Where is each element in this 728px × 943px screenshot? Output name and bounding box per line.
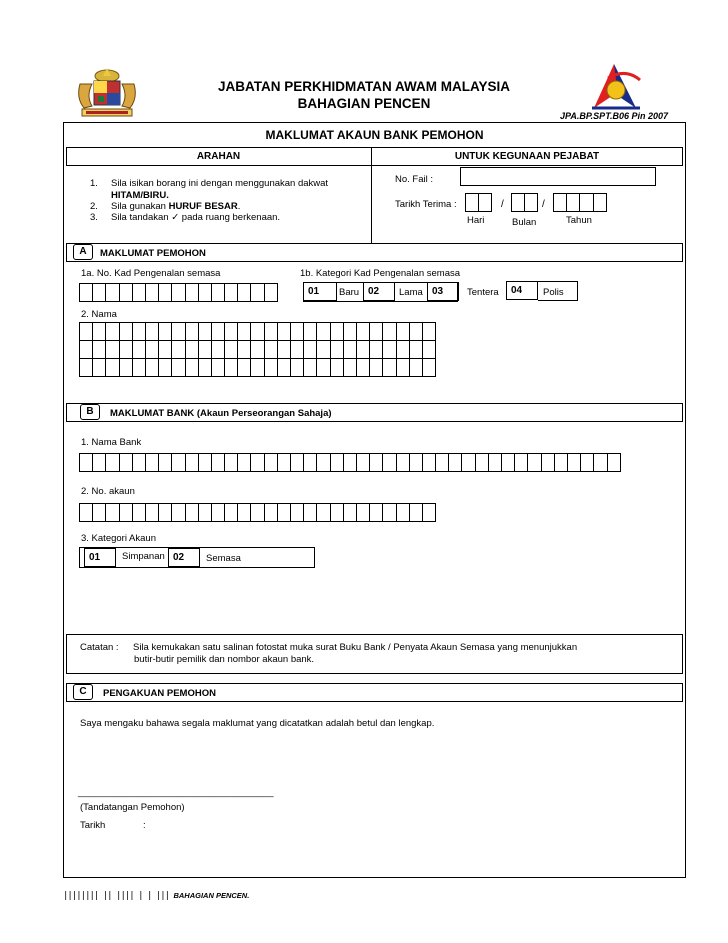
section-a-letter: A — [73, 244, 93, 260]
kategori-akaun-label: 3. Kategori Akaun — [81, 533, 156, 544]
input-cell[interactable] — [396, 340, 410, 359]
input-cell[interactable] — [343, 453, 357, 472]
ic-number-boxes[interactable] — [79, 283, 277, 302]
input-cell[interactable] — [224, 358, 238, 377]
input-cell[interactable] — [158, 453, 172, 472]
input-cell[interactable] — [119, 358, 133, 377]
kategori-ic-label: 1b. Kategori Kad Pengenalan semasa — [300, 268, 461, 279]
input-cell[interactable] — [356, 503, 370, 522]
input-cell[interactable] — [369, 453, 383, 472]
malaysia-coat-of-arms-logo — [72, 66, 142, 120]
input-cell[interactable] — [382, 358, 396, 377]
input-cell[interactable] — [448, 453, 462, 472]
input-cell[interactable] — [264, 283, 278, 302]
input-cell[interactable] — [119, 453, 133, 472]
input-cell[interactable] — [171, 322, 185, 341]
input-cell[interactable] — [343, 340, 357, 359]
section-b-letter: B — [80, 404, 100, 420]
header-title-line2: BAHAGIAN PENCEN — [297, 96, 431, 111]
input-cell[interactable] — [211, 283, 225, 302]
arahan-text-1b: HITAM/BIRU. — [111, 190, 169, 201]
arahan-heading: ARAHAN — [196, 151, 241, 162]
input-cell[interactable] — [382, 340, 396, 359]
input-cell[interactable] — [409, 340, 423, 359]
arahan-text-2c: . — [237, 201, 241, 212]
nama-bank-label: 1. Nama Bank — [81, 437, 142, 448]
kategori-04-checkbox[interactable] — [506, 281, 538, 300]
input-cell[interactable] — [369, 358, 383, 377]
input-cell[interactable] — [303, 340, 317, 359]
section-c-title: PENGAKUAN PEMOHON — [103, 688, 216, 699]
input-cell[interactable] — [185, 322, 199, 341]
section-b-title: MAKLUMAT BANK (Akaun Perseorangan Sahaja) — [110, 408, 332, 419]
akaun-01-code: 01 — [89, 552, 101, 563]
input-cell[interactable] — [119, 322, 133, 341]
input-cell[interactable] — [132, 453, 146, 472]
kategori-03-checkbox[interactable] — [427, 282, 459, 301]
akaun-01-label: Simpanan — [122, 551, 165, 562]
tarikh-terima-hari[interactable] — [465, 193, 491, 212]
input-cell[interactable] — [422, 503, 436, 522]
input-cell[interactable] — [422, 358, 436, 377]
date-slash-1: / — [501, 199, 504, 210]
input-cell[interactable] — [79, 358, 93, 377]
input-cell[interactable] — [303, 322, 317, 341]
input-cell[interactable] — [566, 193, 580, 212]
input-cell[interactable] — [524, 193, 538, 212]
input-cell[interactable] — [290, 453, 304, 472]
input-cell[interactable] — [145, 503, 159, 522]
form-frame — [63, 122, 686, 878]
input-cell[interactable] — [330, 358, 344, 377]
input-cell[interactable] — [171, 503, 185, 522]
kategori-01-checkbox[interactable] — [303, 282, 337, 301]
input-cell[interactable] — [422, 340, 436, 359]
input-cell[interactable] — [343, 322, 357, 341]
footer-barcode — [63, 891, 249, 901]
input-cell[interactable] — [396, 453, 410, 472]
input-cell[interactable] — [145, 340, 159, 359]
input-cell[interactable] — [105, 340, 119, 359]
nama-row-1[interactable] — [79, 322, 435, 341]
input-cell[interactable] — [145, 322, 159, 341]
no-akaun-label: 2. No. akaun — [81, 486, 135, 497]
input-cell[interactable] — [198, 340, 212, 359]
input-cell[interactable] — [158, 283, 172, 302]
tarikh-terima-label: Tarikh Terima : — [395, 199, 457, 210]
input-cell[interactable] — [553, 193, 567, 212]
catatan-label: Catatan : — [80, 642, 119, 653]
input-cell[interactable] — [554, 453, 568, 472]
input-cell[interactable] — [264, 358, 278, 377]
input-cell[interactable] — [343, 503, 357, 522]
hari-label: Hari — [467, 215, 485, 226]
input-cell[interactable] — [132, 358, 146, 377]
input-cell[interactable] — [250, 340, 264, 359]
input-cell[interactable] — [158, 503, 172, 522]
input-cell[interactable] — [79, 283, 93, 302]
input-cell[interactable] — [198, 453, 212, 472]
akaun-02-code: 02 — [173, 552, 185, 563]
input-cell[interactable] — [211, 322, 225, 341]
input-cell[interactable] — [316, 503, 330, 522]
input-cell[interactable] — [224, 322, 238, 341]
input-cell[interactable] — [303, 453, 317, 472]
input-cell[interactable] — [198, 503, 212, 522]
input-cell[interactable] — [330, 340, 344, 359]
input-cell[interactable] — [185, 503, 199, 522]
input-cell[interactable] — [250, 358, 264, 377]
input-cell[interactable] — [422, 322, 436, 341]
bulan-label: Bulan — [512, 217, 537, 228]
input-cell[interactable] — [92, 503, 106, 522]
input-cell[interactable] — [356, 358, 370, 377]
akaun-02-checkbox[interactable] — [168, 548, 200, 567]
jpa-logo — [588, 58, 648, 114]
kategori-04-code: 04 — [511, 285, 523, 296]
input-cell[interactable] — [171, 358, 185, 377]
input-cell[interactable] — [105, 503, 119, 522]
input-cell[interactable] — [105, 322, 119, 341]
input-cell[interactable] — [316, 453, 330, 472]
input-cell[interactable] — [198, 358, 212, 377]
input-cell[interactable] — [369, 322, 383, 341]
input-cell[interactable] — [79, 322, 93, 341]
input-cell[interactable] — [92, 340, 106, 359]
input-cell[interactable] — [527, 453, 541, 472]
input-cell[interactable] — [511, 193, 525, 212]
footer-text: BAHAGIAN PENCEN. — [173, 891, 250, 900]
input-cell[interactable] — [92, 358, 106, 377]
kategori-02-code: 02 — [368, 286, 380, 297]
input-cell[interactable] — [607, 453, 621, 472]
nama-label: 2. Nama — [81, 309, 117, 320]
input-cell[interactable] — [330, 503, 344, 522]
signature-line[interactable]: _____________________________________ — [78, 787, 274, 798]
kategori-01-label: Baru — [339, 287, 360, 298]
date-slash-2: / — [542, 199, 545, 210]
input-cell[interactable] — [369, 340, 383, 359]
input-cell[interactable] — [264, 453, 278, 472]
input-cell[interactable] — [409, 503, 423, 522]
arahan-item-2 — [90, 201, 240, 212]
kategori-02-label: Lama — [399, 287, 423, 298]
input-cell[interactable] — [593, 453, 607, 472]
input-cell[interactable] — [237, 453, 251, 472]
kategori-04-label: Polis — [543, 287, 564, 298]
input-cell[interactable] — [211, 453, 225, 472]
input-cell[interactable] — [237, 358, 251, 377]
input-cell[interactable] — [409, 322, 423, 341]
input-cell[interactable] — [237, 283, 251, 302]
input-cell[interactable] — [198, 322, 212, 341]
input-cell[interactable] — [171, 453, 185, 472]
tahun-label: Tahun — [566, 215, 592, 226]
input-cell[interactable] — [409, 358, 423, 377]
input-cell[interactable] — [250, 503, 264, 522]
arahan-text-3: Sila tandakan ✓ pada ruang berkenaan. — [111, 212, 281, 223]
catatan-line1: Sila kemukakan satu salinan fotostat muka surat Buku Bank / Penyata Akaun Semasa yang menunjukkan — [133, 642, 578, 653]
arahan-num-2: 2. — [90, 201, 98, 212]
input-cell[interactable] — [290, 358, 304, 377]
tarikh-colon: : — [143, 820, 146, 831]
input-cell[interactable] — [567, 453, 581, 472]
input-cell[interactable] — [250, 322, 264, 341]
input-cell[interactable] — [396, 358, 410, 377]
input-cell[interactable] — [185, 283, 199, 302]
input-cell[interactable] — [185, 453, 199, 472]
input-cell[interactable] — [185, 358, 199, 377]
input-cell[interactable] — [158, 358, 172, 377]
input-cell[interactable] — [541, 453, 555, 472]
input-cell[interactable] — [105, 358, 119, 377]
input-cell[interactable] — [330, 322, 344, 341]
input-cell[interactable] — [158, 322, 172, 341]
akaun-01-checkbox[interactable] — [84, 548, 116, 567]
input-cell[interactable] — [264, 340, 278, 359]
input-cell[interactable] — [343, 358, 357, 377]
input-cell[interactable] — [501, 453, 515, 472]
input-cell[interactable] — [277, 453, 291, 472]
input-cell[interactable] — [105, 283, 119, 302]
input-cell[interactable] — [92, 283, 106, 302]
input-cell[interactable] — [158, 340, 172, 359]
input-cell[interactable] — [171, 283, 185, 302]
no-fail-field[interactable] — [460, 167, 656, 186]
input-cell[interactable] — [277, 358, 291, 377]
input-cell[interactable] — [409, 453, 423, 472]
input-cell[interactable] — [132, 283, 146, 302]
input-cell[interactable] — [277, 322, 291, 341]
arahan-num-3: 3. — [90, 212, 98, 223]
input-cell[interactable] — [316, 358, 330, 377]
input-cell[interactable] — [382, 322, 396, 341]
input-cell[interactable] — [119, 283, 133, 302]
arahan-item-1 — [90, 178, 328, 189]
input-cell[interactable] — [593, 193, 607, 212]
input-cell[interactable] — [237, 322, 251, 341]
input-cell[interactable] — [330, 453, 344, 472]
input-cell[interactable] — [211, 340, 225, 359]
input-cell[interactable] — [303, 358, 317, 377]
input-cell[interactable] — [290, 340, 304, 359]
catatan-line2: butir-butir pemilik dan nombor akaun bank. — [134, 654, 315, 665]
arahan-num-1: 1. — [90, 178, 98, 189]
arahan-item-3 — [90, 212, 280, 223]
input-cell[interactable] — [211, 358, 225, 377]
input-cell[interactable] — [369, 503, 383, 522]
kategori-03-label: Tentera — [467, 287, 499, 298]
input-cell[interactable] — [316, 322, 330, 341]
arahan-text-2a: Sila gunakan — [111, 201, 169, 212]
tarikh-terima-tahun[interactable] — [553, 193, 606, 212]
input-cell[interactable] — [224, 503, 238, 522]
input-cell[interactable] — [356, 322, 370, 341]
input-cell[interactable] — [145, 453, 159, 472]
arahan-text-2b: HURUF BESAR — [168, 201, 238, 212]
input-cell[interactable] — [119, 340, 133, 359]
signature-label: (Tandatangan Pemohon) — [80, 802, 185, 813]
input-cell[interactable] — [237, 503, 251, 522]
input-cell[interactable] — [79, 453, 93, 472]
input-cell[interactable] — [211, 503, 225, 522]
input-cell[interactable] — [435, 453, 449, 472]
pengakuan-statement: Saya mengaku bahawa segala maklumat yang dicatatkan adalah betul dan lengkap. — [80, 718, 435, 729]
input-cell[interactable] — [290, 322, 304, 341]
arahan-text-1: Sila isikan borang ini dengan menggunakan dakwat — [111, 178, 329, 189]
input-cell[interactable] — [277, 503, 291, 522]
section-a-title: MAKLUMAT PEMOHON — [100, 248, 206, 259]
input-cell[interactable] — [579, 193, 593, 212]
tarikh-terima-bulan[interactable] — [511, 193, 537, 212]
input-cell[interactable] — [356, 453, 370, 472]
input-cell[interactable] — [461, 453, 475, 472]
input-cell[interactable] — [316, 340, 330, 359]
input-cell[interactable] — [198, 283, 212, 302]
form-title: MAKLUMAT AKAUN BANK PEMOHON — [265, 128, 484, 142]
input-cell[interactable] — [290, 503, 304, 522]
form-code: JPA.BP.SPT.B06 Pin 2007 — [560, 111, 669, 121]
input-cell[interactable] — [264, 503, 278, 522]
input-cell[interactable] — [382, 453, 396, 472]
input-cell[interactable] — [79, 340, 93, 359]
input-cell[interactable] — [250, 283, 264, 302]
input-cell[interactable] — [224, 453, 238, 472]
input-cell[interactable] — [422, 453, 436, 472]
input-cell[interactable] — [105, 453, 119, 472]
input-cell[interactable] — [264, 322, 278, 341]
input-cell[interactable] — [185, 340, 199, 359]
input-cell[interactable] — [356, 340, 370, 359]
input-cell[interactable] — [396, 322, 410, 341]
input-cell[interactable] — [132, 322, 146, 341]
input-cell[interactable] — [224, 283, 238, 302]
input-cell[interactable] — [119, 503, 133, 522]
kategori-03-code: 03 — [432, 286, 444, 297]
input-cell[interactable] — [303, 503, 317, 522]
input-cell[interactable] — [145, 358, 159, 377]
input-cell[interactable] — [250, 453, 264, 472]
kategori-02-checkbox[interactable] — [363, 282, 395, 301]
input-cell[interactable] — [145, 283, 159, 302]
header-title-line1: JABATAN PERKHIDMATAN AWAM MALAYSIA — [218, 79, 510, 94]
input-cell[interactable] — [488, 453, 502, 472]
input-cell[interactable] — [277, 340, 291, 359]
input-cell[interactable] — [465, 193, 479, 212]
input-cell[interactable] — [580, 453, 594, 472]
barcode-bars: |||||||| || |||| | | ||| — [63, 891, 174, 901]
no-fail-label: No. Fail : — [395, 174, 434, 185]
input-cell[interactable] — [132, 503, 146, 522]
input-cell[interactable] — [396, 503, 410, 522]
nama-row-3[interactable] — [79, 358, 435, 377]
akaun-02-label: Semasa — [206, 553, 241, 564]
ic-label: 1a. No. Kad Pengenalan semasa — [81, 268, 221, 279]
kategori-01-code: 01 — [308, 286, 320, 297]
input-cell[interactable] — [475, 453, 489, 472]
input-cell[interactable] — [478, 193, 492, 212]
input-cell[interactable] — [382, 503, 396, 522]
input-cell[interactable] — [237, 340, 251, 359]
tarikh-label: Tarikh — [80, 820, 106, 831]
input-cell[interactable] — [514, 453, 528, 472]
input-cell[interactable] — [171, 340, 185, 359]
section-c-letter: C — [73, 684, 93, 700]
input-cell[interactable] — [92, 453, 106, 472]
nama-row-2[interactable] — [79, 340, 435, 359]
no-akaun-boxes[interactable] — [79, 503, 435, 522]
pejabat-heading: UNTUK KEGUNAAN PEJABAT — [454, 151, 600, 162]
kategori-04-outline — [538, 281, 578, 301]
nama-bank-boxes[interactable] — [79, 453, 620, 472]
input-cell[interactable] — [224, 340, 238, 359]
input-cell[interactable] — [79, 503, 93, 522]
input-cell[interactable] — [132, 340, 146, 359]
input-cell[interactable] — [92, 322, 106, 341]
